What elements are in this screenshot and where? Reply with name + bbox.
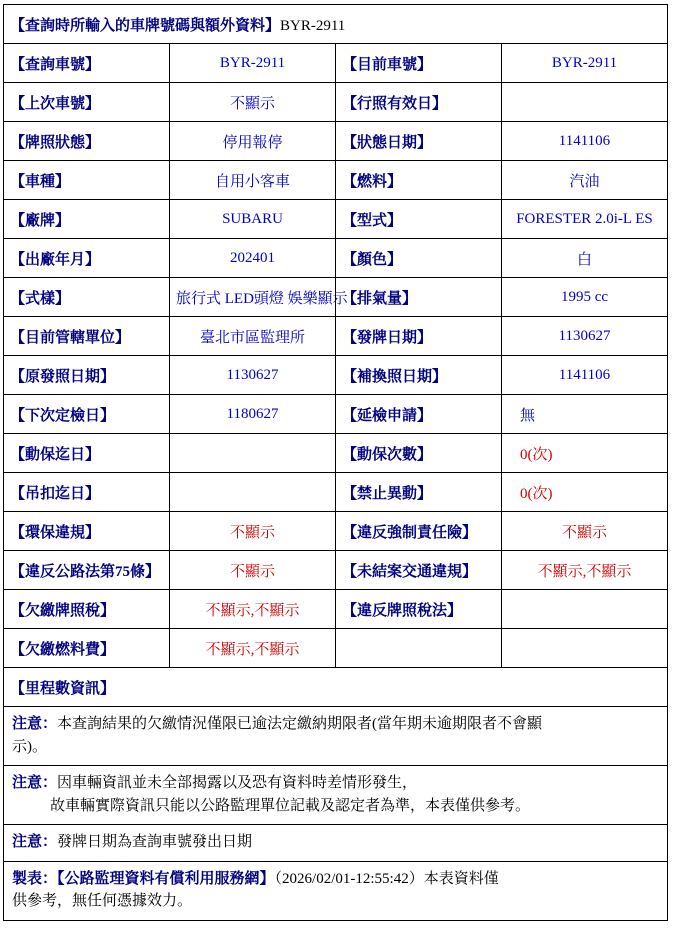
table-row: [4, 278, 668, 317]
vehicle-info-table: [3, 4, 668, 707]
table-row: [4, 551, 668, 590]
row-label-empty: [336, 629, 502, 668]
row-value-transfer-ban: 0(次): [502, 473, 668, 512]
footer-row: [4, 861, 668, 920]
footer-text-b: 供參考，無任何憑據效力。: [12, 893, 193, 909]
row-label-suspension-end: 【吊扣迄日】: [4, 473, 170, 512]
note-cell-3: [4, 825, 668, 862]
row-value-unsettled-traffic-violation: 不顯示,不顯示: [502, 551, 668, 590]
row-value-manufacture-date: 202401: [170, 239, 336, 278]
row-value-color: 白: [502, 239, 668, 278]
table-row: [4, 512, 668, 551]
note-key-2: 注意：: [12, 775, 58, 791]
row-value-license-valid-date: [502, 83, 668, 122]
table-row: [4, 434, 668, 473]
table-row: [4, 629, 668, 668]
row-label-transfer-ban: 【禁止異動】: [336, 473, 502, 512]
note-cell-2: [4, 766, 668, 825]
table-row: [4, 356, 668, 395]
row-label-next-inspection-date: 【下次定檢日】: [4, 395, 170, 434]
row-label-unpaid-fuel-fee: 【欠繳燃料費】: [4, 629, 170, 668]
row-label-unsettled-traffic-violation: 【未結案交通違規】: [336, 551, 502, 590]
note-row: [4, 766, 668, 825]
row-label-status-date: 【狀態日期】: [336, 122, 502, 161]
row-label-replacement-license-date: 【補換照日期】: [336, 356, 502, 395]
row-value-issue-date: 1130627: [502, 317, 668, 356]
footer-text-a: 本表資料僅: [423, 870, 499, 887]
row-label-fuel: 【燃料】: [336, 161, 502, 200]
row-value-style: 旅行式 LED頭燈 娛樂顯示: [170, 278, 336, 317]
row-value-previous-plate: 不顯示: [170, 83, 336, 122]
row-value-status-date: 1141106: [502, 122, 668, 161]
row-label-color: 【顏色】: [336, 239, 502, 278]
mileage-label: 【里程數資訊】: [4, 668, 668, 707]
row-value-suspension-end: [170, 473, 336, 512]
row-label-chattel-mortgage-end: 【動保迄日】: [4, 434, 170, 473]
row-label-vehicle-type: 【車種】: [4, 161, 170, 200]
table-header-row: [4, 5, 668, 44]
row-value-environmental-violation: 不顯示: [170, 512, 336, 551]
row-value-unpaid-license-tax: 不顯示,不顯示: [170, 590, 336, 629]
row-value-inspection-extension: 無: [502, 395, 668, 434]
row-label-model: 【型式】: [336, 200, 502, 239]
row-value-compulsory-insurance-violation: 不顯示: [502, 512, 668, 551]
row-value-vehicle-type: 自用小客車: [170, 161, 336, 200]
row-label-previous-plate: 【上次車號】: [4, 83, 170, 122]
footer-timestamp: （2026/02/01-12:55:42）: [274, 870, 424, 887]
row-value-plate-query: BYR-2911: [170, 44, 336, 83]
footer-cell: [4, 861, 668, 920]
note-text-1b: 示)。: [12, 738, 47, 755]
note-key-1: 注意：: [12, 716, 58, 732]
row-value-replacement-license-date: 1141106: [502, 356, 668, 395]
note-key-3: 注意：: [12, 834, 58, 850]
footer-site-name: 【公路監理資料有償利用服務網】: [57, 870, 275, 887]
query-header-label: 【查詢時所輸入的車牌號碼與額外資料】: [10, 17, 281, 34]
table-row: [4, 44, 668, 83]
note-text-3a: 發牌日期為查詢車號發出日期: [57, 834, 253, 850]
row-value-chattel-mortgage-count: 0(次): [502, 434, 668, 473]
row-label-issue-date: 【發牌日期】: [336, 317, 502, 356]
row-label-license-valid-date: 【行照有效日】: [336, 83, 502, 122]
note-row: [4, 825, 668, 862]
row-label-current-plate: 【目前車號】: [336, 44, 502, 83]
row-value-displacement: 1995 cc: [502, 278, 668, 317]
table-row: [4, 122, 668, 161]
row-label-displacement: 【排氣量】: [336, 278, 502, 317]
row-value-fuel: 汽油: [502, 161, 668, 200]
row-value-current-plate: BYR-2911: [502, 44, 668, 83]
table-row: [4, 161, 668, 200]
row-label-plate-query: 【查詢車號】: [4, 44, 170, 83]
row-value-highway-law-75: 不顯示: [170, 551, 336, 590]
row-value-license-tax-violation: [502, 590, 668, 629]
row-label-brand: 【廠牌】: [4, 200, 170, 239]
row-value-jurisdiction: 臺北市區監理所: [170, 317, 336, 356]
row-value-plate-status: 停用報停: [170, 122, 336, 161]
footer-key: 製表：: [12, 870, 58, 887]
table-row: [4, 317, 668, 356]
note-cell-1: [4, 707, 668, 766]
table-row: [4, 83, 668, 122]
note-text-2a: 因車輛資訊並未全部揭露以及恐有資料時差情形發生，: [57, 775, 418, 791]
table-row: [4, 473, 668, 512]
query-header-cell: [4, 5, 668, 44]
row-label-environmental-violation: 【環保違規】: [4, 512, 170, 551]
table-row: [4, 590, 668, 629]
row-label-highway-law-75: 【違反公路法第75條】: [4, 551, 170, 590]
row-value-next-inspection-date: 1180627: [170, 395, 336, 434]
row-value-brand: SUBARU: [170, 200, 336, 239]
mileage-row: [4, 668, 668, 707]
row-label-manufacture-date: 【出廠年月】: [4, 239, 170, 278]
row-label-jurisdiction: 【目前管轄單位】: [4, 317, 170, 356]
row-value-chattel-mortgage-end: [170, 434, 336, 473]
row-value-empty: [502, 629, 668, 668]
row-label-style: 【式樣】: [4, 278, 170, 317]
row-label-chattel-mortgage-count: 【動保次數】: [336, 434, 502, 473]
row-label-unpaid-license-tax: 【欠繳牌照稅】: [4, 590, 170, 629]
row-value-unpaid-fuel-fee: 不顯示,不顯示: [170, 629, 336, 668]
table-row: [4, 395, 668, 434]
notes-table: [3, 707, 668, 921]
row-label-inspection-extension: 【延檢申請】: [336, 395, 502, 434]
table-row: [4, 239, 668, 278]
query-header-value: BYR-2911: [280, 17, 346, 34]
note-text-2b: 故車輛實際資訊只能以公路監理單位記載及認定者為準，本表僅供參考。: [50, 797, 531, 814]
note-text-1a: 本查詢結果的欠繳情況僅限已逾法定繳納期限者(當年期未逾期限者不會顯: [57, 716, 543, 732]
row-label-original-license-date: 【原發照日期】: [4, 356, 170, 395]
row-value-original-license-date: 1130627: [170, 356, 336, 395]
row-value-model: FORESTER 2.0i-L ES: [502, 200, 668, 239]
row-label-plate-status: 【牌照狀態】: [4, 122, 170, 161]
row-label-compulsory-insurance-violation: 【違反強制責任險】: [336, 512, 502, 551]
note-row: [4, 707, 668, 766]
row-label-license-tax-violation: 【違反牌照稅法】: [336, 590, 502, 629]
table-row: [4, 200, 668, 239]
